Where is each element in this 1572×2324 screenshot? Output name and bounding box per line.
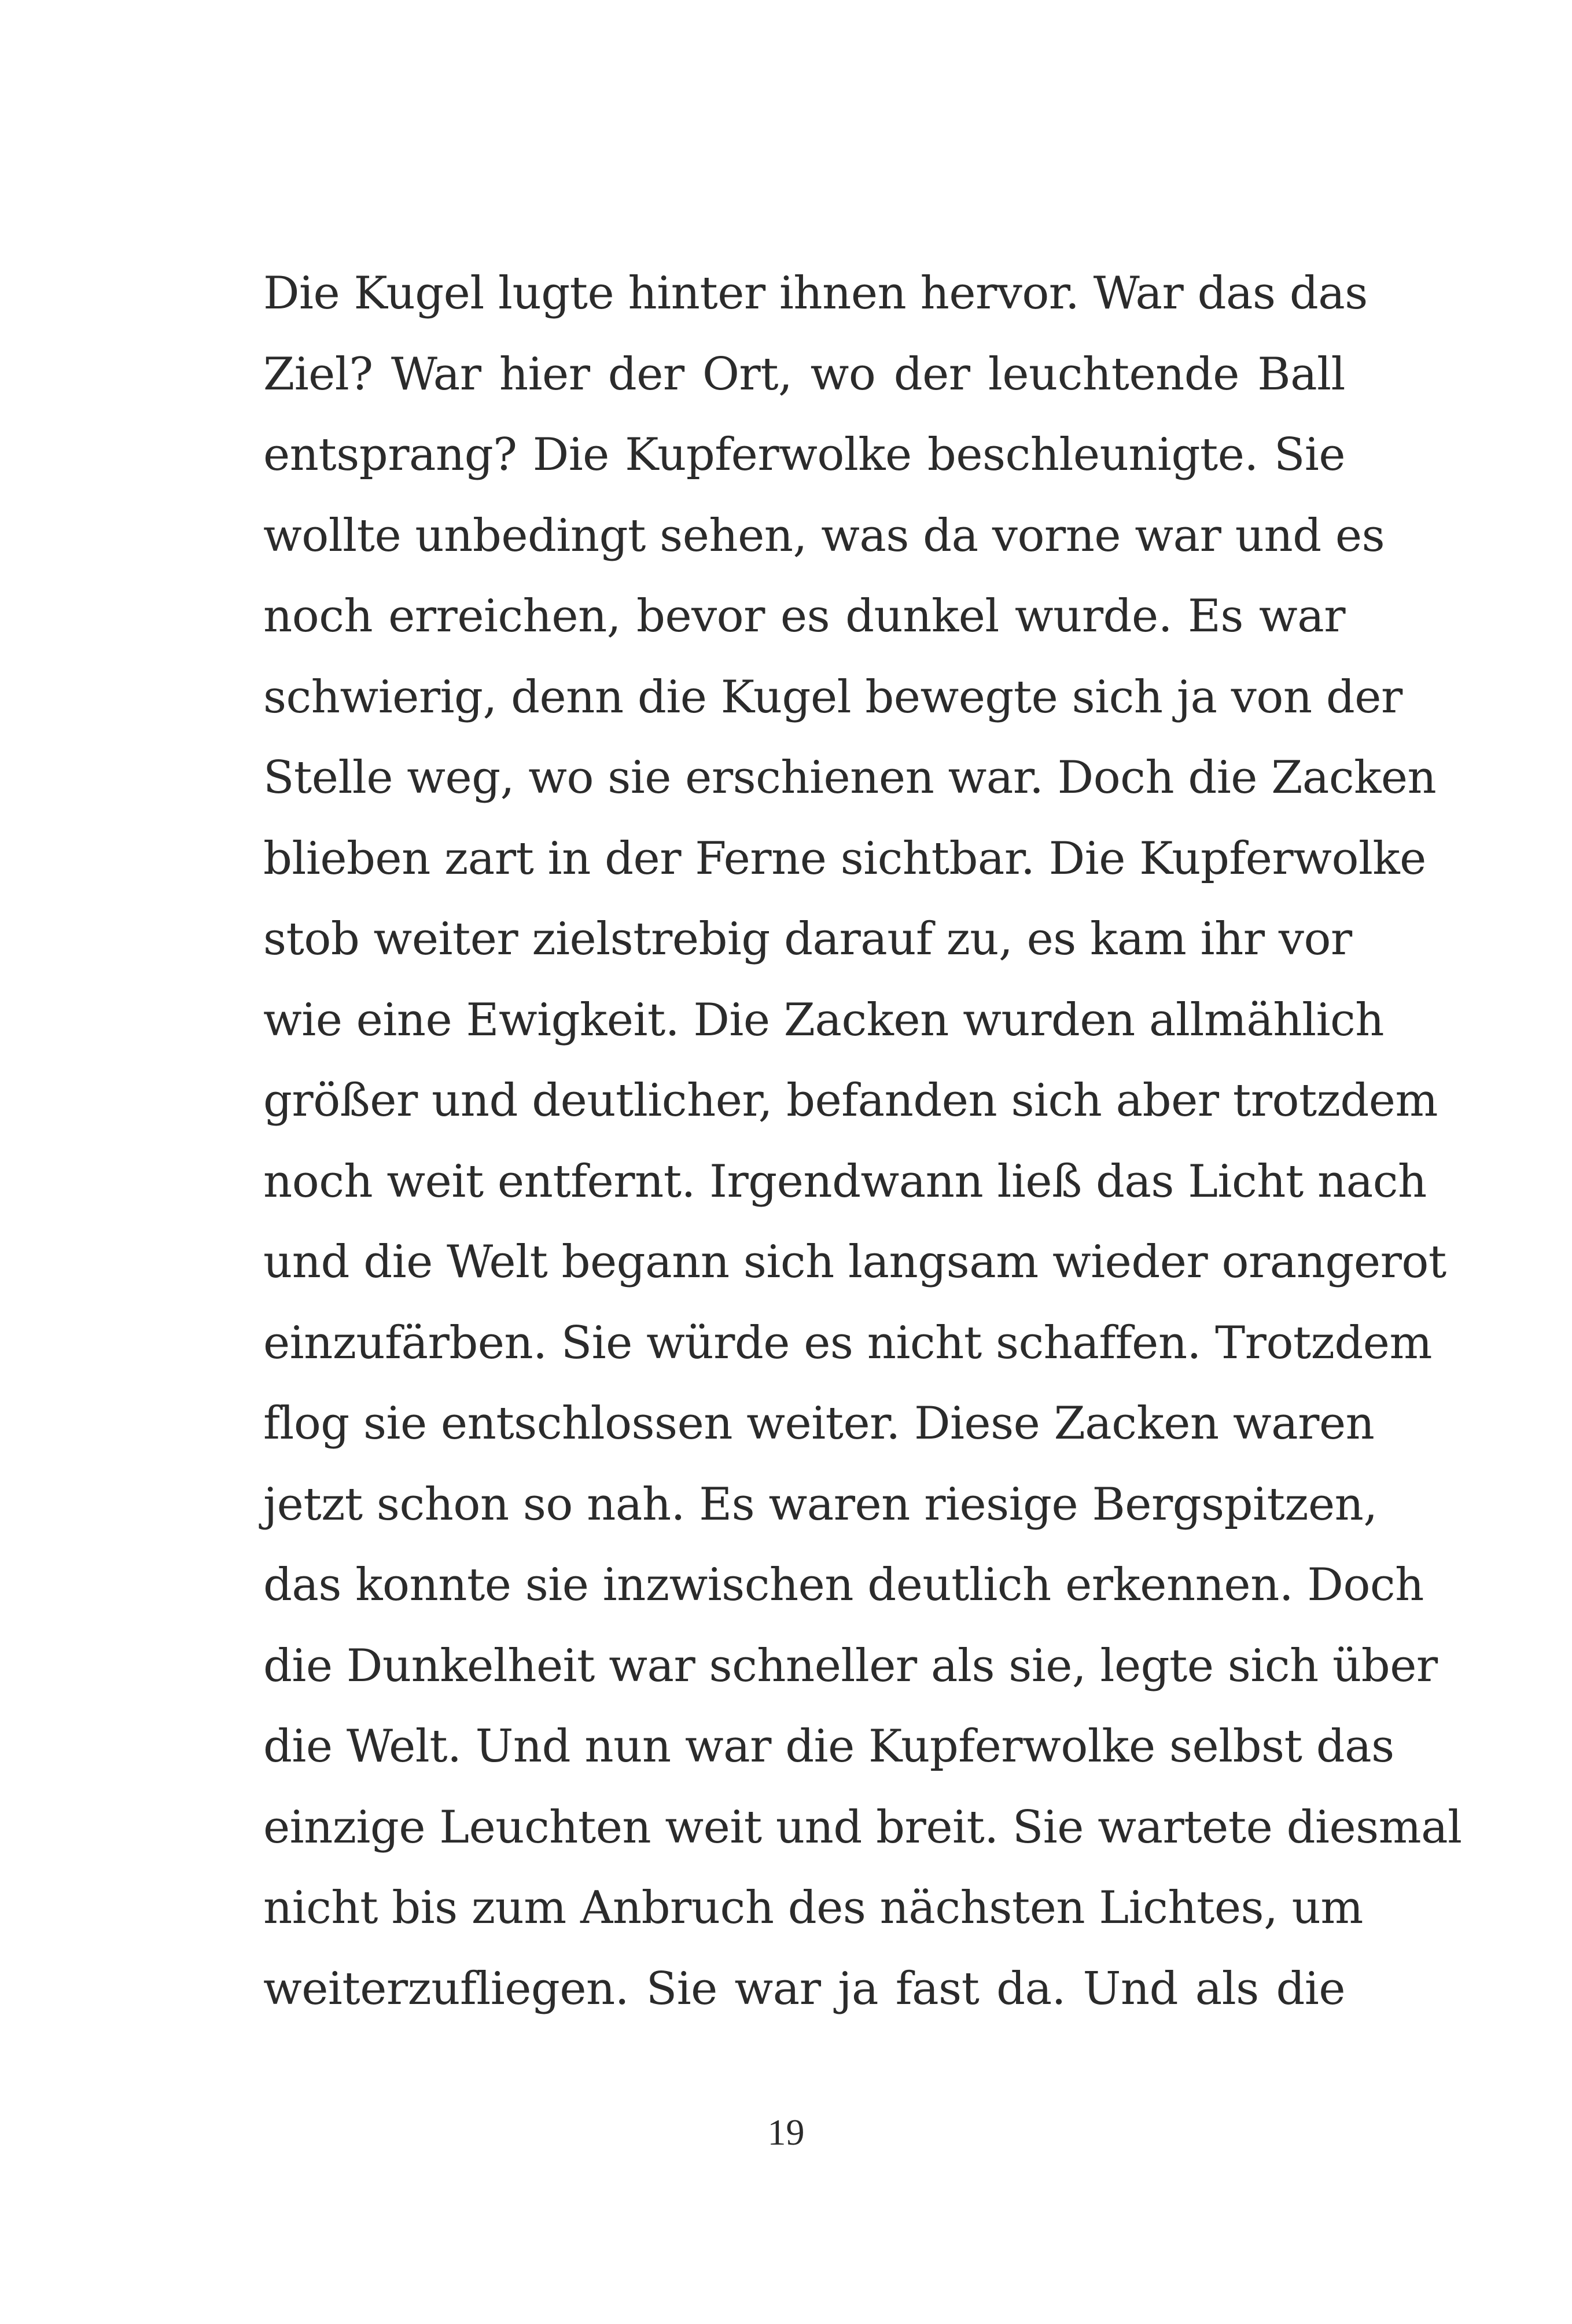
text-line: Stelle weg, wo sie erschienen war. Doch die Zacken: [263, 752, 1437, 804]
body-text: [263, 253, 1462, 2029]
text-line: weiterzufliegen. Sie war ja fast da. Und als die: [263, 1962, 1345, 2015]
text-line: wollte unbedingt sehen, was da vorne war und es: [263, 509, 1385, 562]
text-line: nicht bis zum Anbruch des nächsten Lichtes, um: [263, 1882, 1363, 1934]
text-line: noch weit entfernt. Irgendwann ließ das Licht nach: [263, 1155, 1427, 1208]
text-line: entsprang? Die Kupferwolke beschleunigte. Sie: [263, 429, 1345, 481]
text-line: die Welt. Und nun war die Kupferwolke selbst das: [263, 1720, 1394, 1773]
text-line: Ziel? War hier der Ort, wo der leuchtende Ball: [263, 348, 1345, 400]
text-line: stob weiter zielstrebig darauf zu, es kam ihr vor: [263, 913, 1352, 965]
text-line: die Dunkelheit war schneller als sie, legte sich über: [263, 1639, 1438, 1692]
text-line: schwierig, denn die Kugel bewegte sich ja von der: [263, 671, 1402, 723]
text-line: größer und deutlicher, befanden sich aber trotzdem: [263, 1075, 1438, 1127]
text-line: blieben zart in der Ferne sichtbar. Die Kupferwolke: [263, 832, 1426, 885]
text-line: Die Kugel lugte hinter ihnen hervor. War das das: [263, 267, 1368, 319]
text-line: und die Welt begann sich langsam wieder orangerot: [263, 1236, 1446, 1288]
text-line: das konnte sie inzwischen deutlich erkennen. Doch: [263, 1559, 1424, 1611]
text-line: einzige Leuchten weit und breit. Sie wartete diesmal: [263, 1801, 1462, 1854]
text-line: wie eine Ewigkeit. Die Zacken wurden allmählich: [263, 994, 1384, 1046]
text-line: noch erreichen, bevor es dunkel wurde. Es war: [263, 590, 1345, 642]
text-line: einzufärben. Sie würde es nicht schaffen. Trotzdem: [263, 1317, 1432, 1369]
text-line: jetzt schon so nah. Es waren riesige Bergspitzen,: [263, 1478, 1378, 1531]
page-number: 19: [767, 2112, 805, 2153]
text-line: flog sie entschlossen weiter. Diese Zacken waren: [263, 1398, 1375, 1450]
